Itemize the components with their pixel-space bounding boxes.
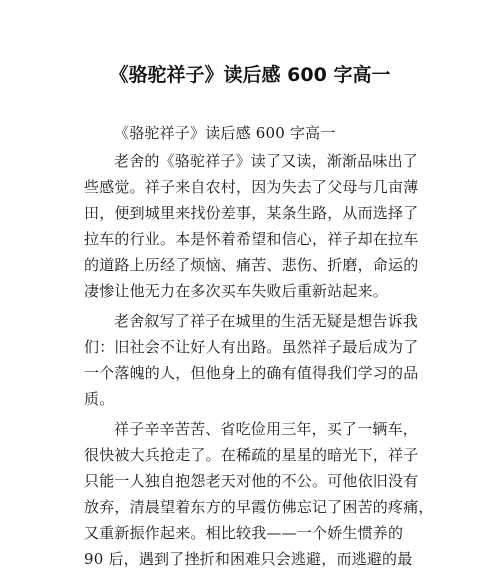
paragraph-line: 老舍的《骆驼祥子》读了又读，渐渐品味出了 <box>114 152 419 170</box>
paragraph-line: 的道路上历经了烦恼、痛苦、悲伤、折磨，命运的 <box>84 256 419 274</box>
paragraph-line: 90 后，遇到了挫折和困难只会逃避，而逃避的最 <box>84 550 413 568</box>
document-subtitle: 《骆驼祥子》读后感 600 字高一 <box>114 124 336 142</box>
paragraph-line: 祥子辛辛苦苦、省吃俭用三年，买了一辆车， <box>114 420 419 438</box>
document-body <box>84 120 434 572</box>
paragraph-line: 只能一人独自抱怨老天对他的不公。可他依旧没有 <box>84 472 419 490</box>
paragraph-line: 们：旧社会不让好人有出路。虽然祥子最后成为了 <box>84 338 419 356</box>
paragraph-line: 些感觉。祥子来自农村，因为失去了父母与几亩薄 <box>84 178 419 196</box>
paragraph-line: 一个落魄的人，但他身上的确有值得我们学习的品 <box>84 364 419 382</box>
paragraph-line: 拉车的行业。本是怀着希望和信心，祥子却在拉车 <box>84 230 419 248</box>
paragraph-line: 质。 <box>84 390 115 408</box>
paragraph-line: 放弃，清晨望着东方的早霞仿佛忘记了困苦的疼痛， <box>84 498 434 516</box>
paragraph-2 <box>84 308 424 412</box>
document-title: 《骆驼祥子》读后感 600 字高一 <box>109 64 391 86</box>
paragraph-line: 很快被大兵抢走了。在稀疏的星星的暗光下，祥子 <box>84 446 419 464</box>
paragraph-line: 又重新振作起来。相比较我——一个娇生惯养的 <box>84 524 404 542</box>
paragraph-line: 老舍叙写了祥子在城里的生活无疑是想告诉我 <box>114 312 419 330</box>
paragraph-line: 田，便到城里来找份差事，某条生路，从而选择了 <box>84 204 419 222</box>
paragraph-3 <box>84 416 434 572</box>
paragraph-line: 凄惨让他无力在多次买车失败后重新站起来。 <box>84 282 389 300</box>
paragraph-1 <box>84 148 424 304</box>
